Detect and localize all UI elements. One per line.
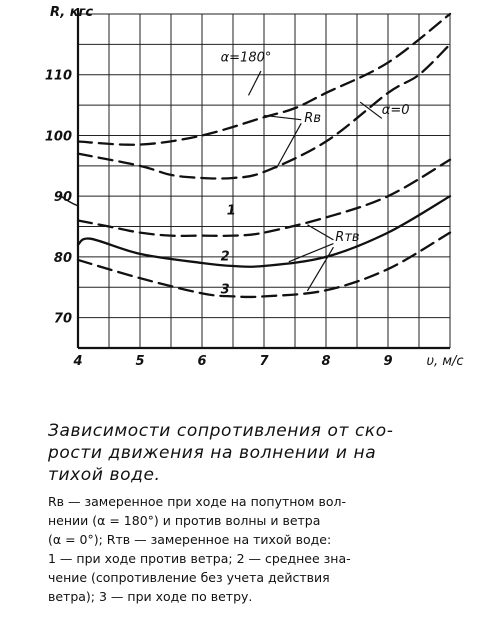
alpha-180-label: α=180° <box>220 50 272 66</box>
y-tick-label: 100 <box>44 129 72 145</box>
curve-2-label: 2 <box>220 249 230 265</box>
y-tick-label: 80 <box>53 250 72 266</box>
x-tick-label: 8 <box>321 354 331 369</box>
legend-line: нении (α = 180°) и против волны и ветра <box>48 513 321 528</box>
x-tick-label: 4 <box>73 354 83 369</box>
legend-line: чение (сопротивление без учета действия <box>48 570 330 585</box>
caption-line: тихой воде. <box>48 465 161 485</box>
caption-line: рости движения на волнении и на <box>48 443 377 463</box>
x-tick-label: 5 <box>135 354 145 369</box>
figure-legend <box>48 492 478 606</box>
legend-line: ветра); 3 — при ходе по ветру. <box>48 589 253 604</box>
leader-line <box>307 247 333 291</box>
r-tv-label: Rтв <box>335 230 360 246</box>
alpha-0-label: α=0 <box>381 103 410 119</box>
x-tick-label: 6 <box>197 354 207 369</box>
caption-line: Зависимости сопротивления от ско- <box>48 421 394 441</box>
leader-line <box>360 102 382 118</box>
legend-line: 1 — при ходе против ветра; 2 — среднее зна- <box>48 551 351 566</box>
legend-line: (α = 0°); Rтв — замеренное на тихой воде: <box>48 532 332 547</box>
figure-caption <box>48 420 468 486</box>
y-tick-label: 70 <box>53 311 72 327</box>
x-tick-label: 7 <box>259 354 269 369</box>
curve-1-label: 1 <box>226 203 236 219</box>
leader-line <box>264 115 301 119</box>
x-axis-title: υ, м/с <box>426 354 464 369</box>
y-axis-title: R, кгс <box>50 5 94 20</box>
r-v-label: Rв <box>304 111 322 127</box>
curve-3-label: 3 <box>220 282 230 298</box>
y-tick-label: 110 <box>44 68 72 84</box>
x-tick-label: 9 <box>383 354 393 369</box>
y-tick-label: 90 <box>53 190 72 206</box>
legend-line: Rв — замеренное при ходе на попутном вол- <box>48 494 346 509</box>
